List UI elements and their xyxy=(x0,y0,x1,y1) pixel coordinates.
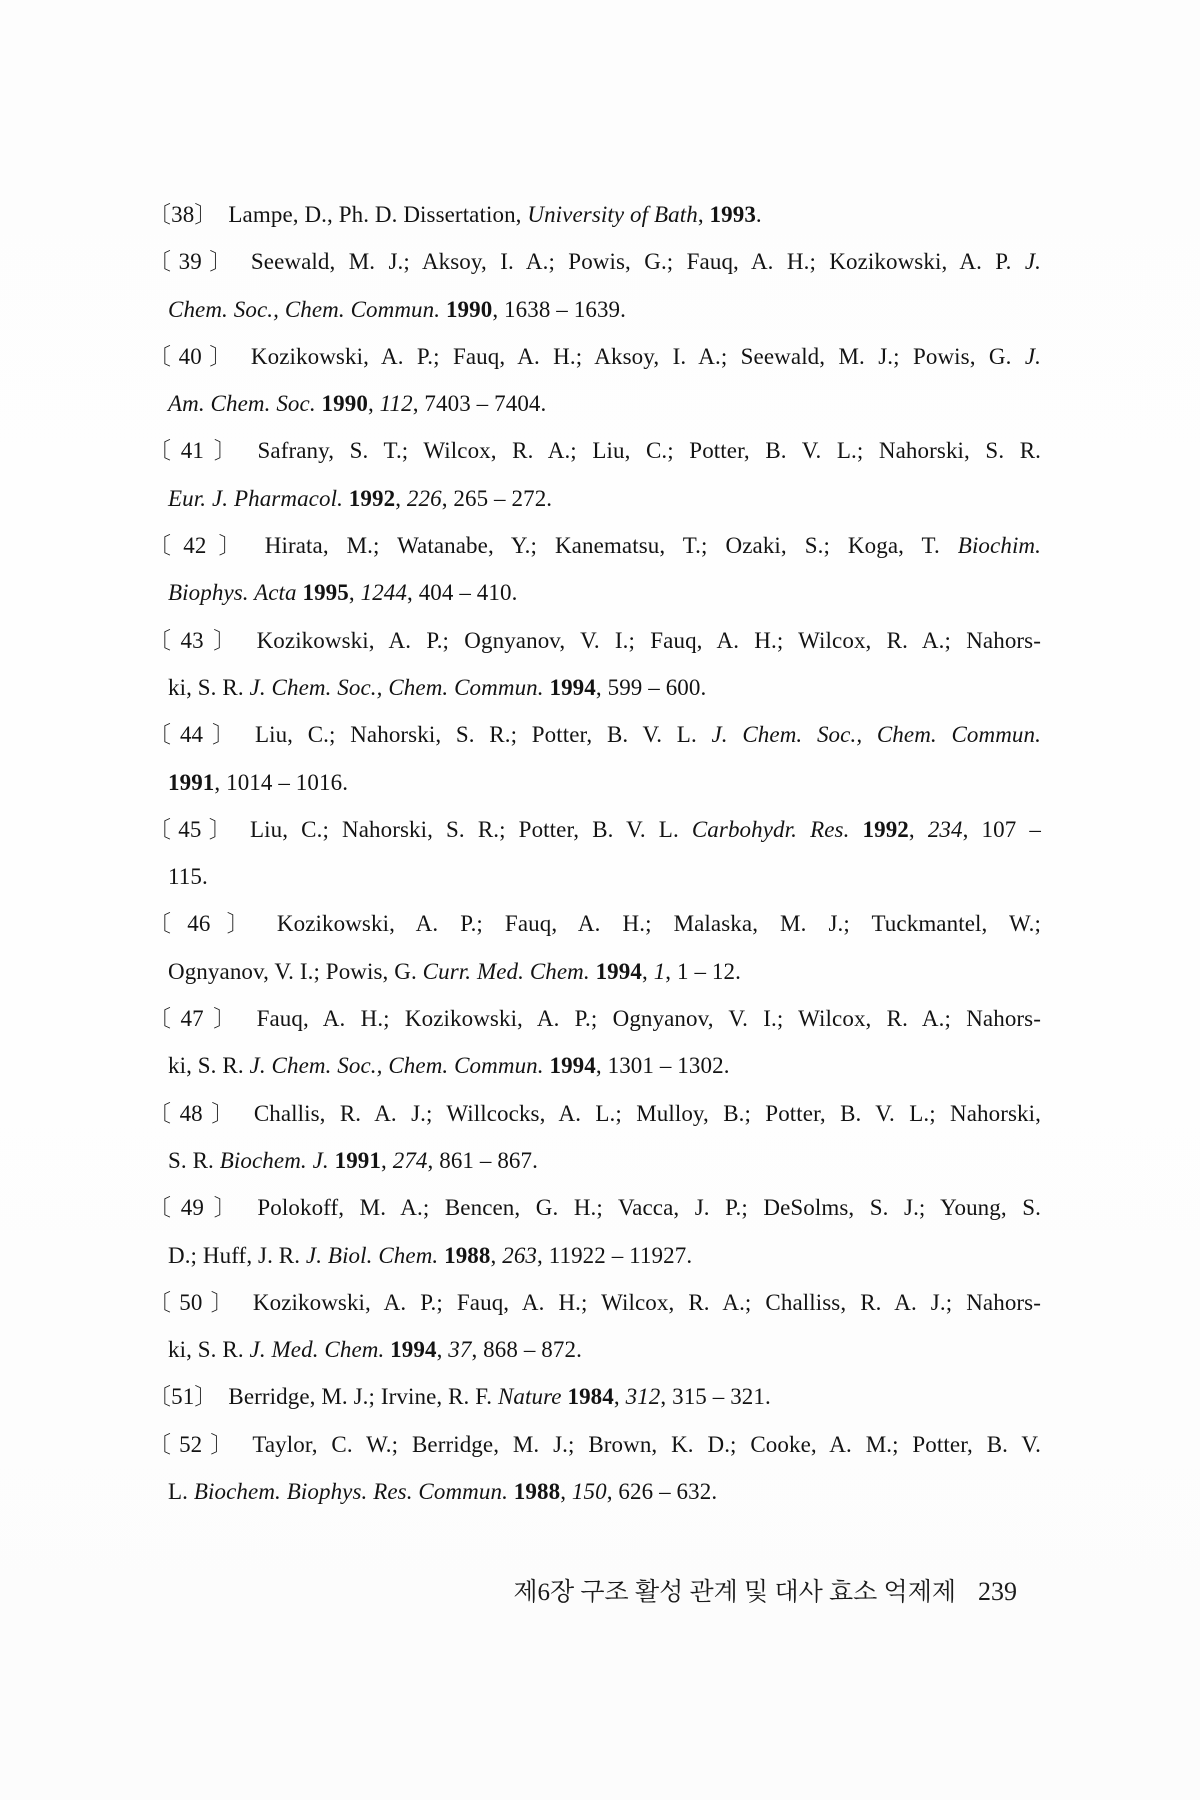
reference-number: 〔41〕 xyxy=(148,438,247,464)
reference-number: 〔47〕 xyxy=(148,1006,246,1032)
reference-text-segment: , xyxy=(560,1479,572,1505)
reference-number: 〔42〕 xyxy=(148,533,254,559)
reference-number: 〔40〕 xyxy=(148,343,240,369)
reference-text-segment: Lampe, D., Ph. D. Dissertation, xyxy=(228,202,528,227)
reference-text-segment: , 1 – 12. xyxy=(665,958,741,984)
reference-line-continuation xyxy=(148,1326,1041,1373)
reference-line-first xyxy=(148,522,1041,569)
reference-text-segment: Am. Chem. Soc. xyxy=(168,391,322,417)
reference-line-continuation xyxy=(148,569,1041,616)
reference-text-segment: 1995 xyxy=(302,580,349,606)
reference-text-segment: J. Med. Chem. xyxy=(249,1337,391,1363)
reference-item xyxy=(148,617,1041,712)
reference-text-segment: , 861 – 867. xyxy=(427,1147,538,1173)
reference-text-segment: Biochim. xyxy=(957,533,1041,559)
reference-text-segment: , 868 – 872. xyxy=(471,1337,582,1363)
reference-text-segment: ki, S. R. xyxy=(168,674,250,700)
reference-text-segment: 1993 xyxy=(709,202,756,227)
footer-chapter-title: 제6장 구조 활성 관계 및 대사 효소 억제제 xyxy=(513,1579,956,1606)
page-footer xyxy=(0,1572,1017,1608)
reference-number: 〔49〕 xyxy=(148,1195,247,1221)
references-list xyxy=(148,191,1041,1515)
reference-line-first xyxy=(148,1279,1041,1326)
reference-line-first xyxy=(148,617,1041,664)
reference-text-segment: Ognyanov, V. I.; Powis, G. xyxy=(168,958,423,984)
reference-text-segment: Biophys. Acta xyxy=(168,580,303,606)
reference-item xyxy=(148,191,1041,238)
reference-number: 〔50〕 xyxy=(148,1289,242,1315)
reference-text-segment: Berridge, M. J.; Irvine, R. F. xyxy=(228,1384,498,1410)
reference-text-segment: 1991 xyxy=(334,1147,382,1173)
reference-number: 〔44〕 xyxy=(148,722,244,748)
reference-line-continuation xyxy=(148,380,1041,427)
reference-text-segment: 226 xyxy=(406,485,442,511)
reference-text-segment: Biochem. J. xyxy=(219,1147,335,1173)
reference-text-segment: Eur. J. Pharmacol. xyxy=(168,485,349,511)
reference-text-segment: , 1638 – 1639. xyxy=(492,296,626,322)
reference-text-segment: , 7403 – 7404. xyxy=(412,391,547,417)
reference-text-segment: 150 xyxy=(571,1479,607,1505)
reference-text-segment: , 1014 – 1016. xyxy=(214,769,349,795)
reference-line-continuation xyxy=(148,1232,1041,1279)
reference-line-first xyxy=(148,1421,1041,1468)
reference-text-segment: Taylor, C. W.; Berridge, M. J.; Brown, K. D.; Cooke, A. M.; Potter, B. V. xyxy=(252,1431,1041,1457)
reference-text-segment: , 1301 – 1302. xyxy=(595,1053,730,1079)
reference-number: 〔46〕 xyxy=(148,911,266,937)
reference-text-segment: , xyxy=(697,202,710,227)
reference-text-segment: D.; Huff, J. R. xyxy=(168,1242,306,1268)
reference-text-segment: Challis, R. A. J.; Willcocks, A. L.; Mulloy, B.; Potter, B. V. L.; Nahorski, xyxy=(253,1100,1041,1126)
reference-text-segment: , 11922 – 11927. xyxy=(537,1242,693,1268)
reference-text-segment: , xyxy=(395,485,407,511)
reference-text-segment: , 599 – 600. xyxy=(595,674,707,700)
reference-text-segment: , xyxy=(348,580,361,606)
reference-number: 〔51〕 xyxy=(148,1384,218,1410)
reference-line-first xyxy=(148,1090,1041,1137)
reference-line-first xyxy=(148,900,1041,947)
reference-text-segment: 1991 xyxy=(168,769,215,795)
reference-line-continuation xyxy=(148,1137,1041,1184)
reference-item xyxy=(148,333,1041,428)
reference-text-segment: Carbohydr. Res. xyxy=(691,816,863,842)
reference-text-segment: , xyxy=(381,1147,393,1173)
reference-text-segment: 263 xyxy=(502,1242,538,1268)
reference-line-continuation xyxy=(148,475,1041,522)
reference-item xyxy=(148,995,1041,1090)
reference-text-segment: ki, S. R. xyxy=(168,1053,250,1079)
reference-text-segment: 1992 xyxy=(862,816,909,842)
reference-text-segment: 1988 xyxy=(444,1242,491,1268)
reference-text-segment: Nature xyxy=(497,1384,568,1410)
reference-text-segment: Polokoff, M. A.; Bencen, G. H.; Vacca, J. P.; DeSolms, S. J.; Young, S. xyxy=(257,1195,1041,1221)
reference-line-first xyxy=(148,333,1041,380)
reference-text-segment: J. Chem. Soc., Chem. Commun. xyxy=(711,722,1041,748)
reference-text-segment: J. Chem. Soc., Chem. Commun. xyxy=(249,1053,550,1079)
reference-text-segment: , xyxy=(367,391,380,417)
reference-text-segment: 1988 xyxy=(513,1479,561,1505)
reference-text-segment: , xyxy=(641,958,654,984)
reference-line-continuation xyxy=(148,853,1041,900)
reference-text-segment: , xyxy=(908,816,928,842)
reference-line-first xyxy=(148,238,1041,285)
reference-item xyxy=(148,711,1041,806)
reference-text-segment: Liu, C.; Nahorski, S. R.; Potter, B. V. L. xyxy=(250,816,692,842)
reference-text-segment: Biochem. Biophys. Res. Commun. xyxy=(193,1479,514,1505)
reference-number: 〔38〕 xyxy=(148,202,218,227)
reference-line-first xyxy=(148,711,1041,758)
reference-text-segment: 1994 xyxy=(549,674,596,700)
reference-text-segment: 112 xyxy=(379,391,413,417)
reference-item xyxy=(148,238,1041,333)
reference-text-segment: 1994 xyxy=(390,1337,437,1363)
reference-text-segment: J. xyxy=(1024,343,1041,369)
reference-item xyxy=(148,1090,1041,1185)
reference-text-segment: J. xyxy=(1024,249,1041,275)
reference-text-segment: University of Bath xyxy=(527,202,698,227)
reference-text-segment: J. Chem. Soc., Chem. Commun. xyxy=(249,674,550,700)
reference-text-segment: J. Biol. Chem. xyxy=(305,1242,445,1268)
reference-number: 〔48〕 xyxy=(148,1100,243,1126)
footer-page-number: 239 xyxy=(978,1577,1017,1606)
reference-number: 〔52〕 xyxy=(148,1431,242,1457)
reference-text-segment: Fauq, A. H.; Kozikowski, A. P.; Ognyanov, V. I.; Wilcox, R. A.; Nahors- xyxy=(256,1006,1041,1032)
reference-text-segment: 234 xyxy=(927,816,963,842)
reference-line-first xyxy=(148,191,1041,238)
reference-item xyxy=(148,1184,1041,1279)
reference-text-segment: 1990 xyxy=(321,391,368,417)
reference-line-continuation xyxy=(148,948,1041,995)
reference-text-segment: , 107 – xyxy=(962,816,1042,842)
reference-number: 〔39〕 xyxy=(148,249,240,275)
reference-line-first xyxy=(148,1373,1041,1420)
reference-text-segment: Kozikowski, A. P.; Ognyanov, V. I.; Fauq, A. H.; Wilcox, R. A.; Nahors- xyxy=(256,627,1041,653)
reference-number: 〔45〕 xyxy=(148,816,240,842)
reference-text-segment: , xyxy=(613,1384,626,1410)
reference-item xyxy=(148,1373,1041,1420)
reference-line-continuation xyxy=(148,286,1041,333)
reference-text-segment: 1 xyxy=(653,958,666,984)
reference-item xyxy=(148,1421,1041,1516)
reference-line-continuation xyxy=(148,759,1041,806)
reference-item xyxy=(148,806,1041,901)
reference-line-first xyxy=(148,1184,1041,1231)
reference-text-segment: 312 xyxy=(625,1384,661,1410)
reference-item xyxy=(148,900,1041,995)
reference-line-continuation xyxy=(148,664,1041,711)
reference-text-segment: Liu, C.; Nahorski, S. R.; Potter, B. V. L. xyxy=(254,722,712,748)
reference-text-segment: , 626 – 632. xyxy=(606,1479,718,1505)
reference-text-segment: Kozikowski, A. P.; Fauq, A. H.; Wilcox, R. A.; Challiss, R. A. J.; Nahors- xyxy=(252,1289,1041,1315)
reference-line-continuation xyxy=(148,1042,1041,1089)
reference-text-segment: Seewald, M. J.; Aksoy, I. A.; Powis, G.; Fauq, A. H.; Kozikowski, A. P. xyxy=(250,249,1025,275)
reference-text-segment: L. xyxy=(168,1479,194,1505)
reference-line-first xyxy=(148,427,1041,474)
reference-text-segment: Kozikowski, A. P.; Fauq, A. H.; Aksoy, I. A.; Seewald, M. J.; Powis, G. xyxy=(250,343,1025,369)
reference-text-segment: , 265 – 272. xyxy=(441,485,553,511)
reference-text-segment: ki, S. R. xyxy=(168,1337,250,1363)
reference-text-segment: 115. xyxy=(168,864,208,890)
reference-text-segment: 1994 xyxy=(595,958,642,984)
reference-text-segment: , 404 – 410. xyxy=(407,580,518,606)
reference-text-segment: 1984 xyxy=(567,1384,614,1410)
reference-text-segment: 1992 xyxy=(348,485,396,511)
reference-text-segment: Hirata, M.; Watanabe, Y.; Kanematsu, T.; Ozaki, S.; Koga, T. xyxy=(264,533,958,559)
reference-text-segment: 1994 xyxy=(549,1053,596,1079)
reference-text-segment: 274 xyxy=(392,1147,428,1173)
reference-text-segment: 37 xyxy=(448,1337,472,1363)
reference-line-continuation xyxy=(148,1468,1041,1515)
reference-text-segment: , 315 – 321. xyxy=(660,1384,771,1410)
reference-text-segment: . xyxy=(755,202,762,227)
reference-text-segment: 1244 xyxy=(360,580,407,606)
reference-text-segment: Curr. Med. Chem. xyxy=(422,958,596,984)
reference-line-first xyxy=(148,806,1041,853)
reference-text-segment: Kozikowski, A. P.; Fauq, A. H.; Malaska, M. J.; Tuckmantel, W.; xyxy=(276,911,1041,937)
reference-text-segment: , xyxy=(436,1337,449,1363)
reference-text-segment: Chem. Soc., Chem. Commun. xyxy=(168,296,446,322)
reference-text-segment: S. R. xyxy=(168,1147,220,1173)
reference-text-segment: 1990 xyxy=(445,296,493,322)
reference-text-segment: Safrany, S. T.; Wilcox, R. A.; Liu, C.; Potter, B. V. L.; Nahorski, S. R. xyxy=(257,438,1042,464)
reference-item xyxy=(148,427,1041,522)
reference-item xyxy=(148,522,1041,617)
reference-number: 〔43〕 xyxy=(148,627,246,653)
reference-text-segment: , xyxy=(490,1242,503,1268)
reference-line-first xyxy=(148,995,1041,1042)
reference-item xyxy=(148,1279,1041,1374)
